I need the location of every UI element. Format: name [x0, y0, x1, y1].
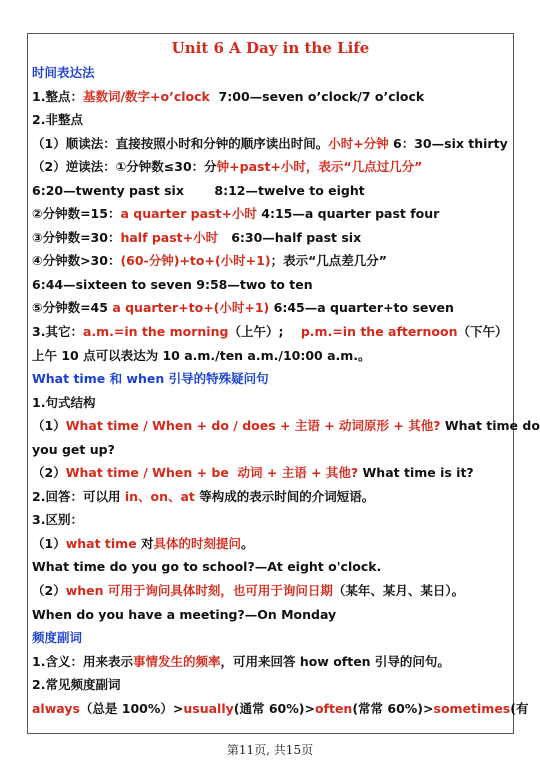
text-segment: What time is it?	[358, 465, 474, 481]
text-segment: 2.常见频度副词	[32, 677, 121, 693]
document-body	[28, 61, 540, 720]
text-segment: ③分钟数=30：	[32, 229, 121, 245]
text-segment: 2.非整点	[32, 112, 83, 128]
highlight-text: in、on、at	[124, 488, 195, 504]
text-segment: （下午）	[457, 324, 508, 340]
text-segment: （某年、某月、某日）。	[332, 583, 465, 599]
text-line	[28, 61, 513, 85]
text-line	[28, 249, 513, 273]
text-segment: (通常 60%)>	[233, 700, 315, 716]
text-line	[28, 697, 529, 721]
highlight-text: always	[32, 700, 80, 716]
text-line	[28, 273, 513, 297]
text-line	[28, 179, 513, 203]
text-line	[28, 391, 513, 415]
text-segment: 1.句式结构	[32, 394, 96, 410]
text-segment: 3.其它：	[32, 324, 83, 340]
text-segment: （1）	[32, 535, 66, 551]
text-line	[28, 414, 540, 438]
text-segment: 6:30—half past six	[218, 229, 362, 245]
text-segment: 1.整点：	[32, 88, 83, 104]
text-segment: （上午）;	[228, 324, 301, 340]
text-segment: 3.区别：	[32, 512, 83, 528]
text-line	[28, 226, 513, 250]
text-segment: ，可用来回答 how often 引导的问句。	[220, 653, 450, 669]
text-line	[28, 438, 513, 462]
text-segment: 2.回答：可以用	[32, 488, 125, 504]
text-segment: 1.含义：用来表示	[32, 653, 133, 669]
text-segment: 6：30—six thirty	[388, 135, 508, 151]
highlight-text: 基数词/数字+o’clock	[82, 88, 210, 104]
highlight-text: 小时+分钟	[328, 135, 389, 151]
text-segment: (有	[510, 700, 529, 716]
highlight-text: What time / When + be 动词 + 主语 + 其他?	[65, 465, 359, 481]
text-line	[28, 579, 513, 603]
highlight-text: half past+小时	[120, 229, 219, 245]
section-heading: What time 和 when 引导的特殊疑问句	[32, 371, 269, 387]
highlight-text: p.m.=in the afternoon	[300, 324, 458, 340]
text-segment: 上午 10 点可以表达为 10 a.m./ten a.m./10:00 a.m.。	[32, 347, 371, 363]
text-line	[28, 108, 513, 132]
highlight-text: What time / When + do / does + 主语 + 动词原形 + 其他?	[65, 418, 441, 434]
highlight-text: a quarter past+小时	[120, 206, 257, 222]
text-line	[28, 132, 513, 156]
text-segment: (常常 60%)>	[352, 700, 434, 716]
text-line	[28, 485, 513, 509]
text-segment: ④分钟数>30：	[32, 253, 121, 269]
text-line	[28, 650, 513, 674]
text-line	[28, 603, 513, 627]
text-segment: 4:15—a quarter past four	[256, 206, 440, 222]
section-heading: 频度副词	[32, 630, 83, 646]
text-segment: What time do	[440, 418, 540, 434]
highlight-text: sometimes	[433, 700, 511, 716]
text-line	[28, 320, 513, 344]
text-segment: 6:20—twenty past six 8:12—twelve to eight	[32, 182, 365, 198]
text-line	[28, 367, 513, 391]
highlight-text: 钟+past+小时，表示“几点过几分”	[216, 159, 423, 175]
highlight-text: usually	[183, 700, 234, 716]
text-segment: When do you have a meeting?—On Monday	[32, 606, 337, 622]
text-segment: ⑤分钟数=45	[32, 300, 113, 316]
highlight-text: often	[314, 700, 353, 716]
text-segment: （2）	[32, 465, 66, 481]
text-segment: （2）	[32, 583, 66, 599]
text-segment: 6:45—a quarter+to seven	[269, 300, 454, 316]
text-line	[28, 344, 513, 368]
highlight-text: 具体的时刻提问	[153, 535, 242, 551]
highlight-text: when 可用于询问具体时刻，也可用于询问日期	[65, 583, 333, 599]
text-line	[28, 296, 513, 320]
text-line	[28, 202, 513, 226]
text-segment: 6:44—sixteen to seven 9:58—two to ten	[32, 276, 313, 292]
text-segment: 对	[136, 535, 154, 551]
text-line	[28, 673, 513, 697]
highlight-text: what time	[65, 535, 137, 551]
text-line	[28, 626, 513, 650]
section-heading: 时间表达法	[32, 65, 95, 80]
text-line	[28, 461, 513, 485]
text-line	[28, 85, 513, 109]
text-segment: （1）	[32, 418, 66, 434]
page-footer: 第11页, 共15页	[226, 743, 314, 757]
text-segment: 7:00—seven o’clock/7 o’clock	[209, 88, 425, 104]
highlight-text: 事情发生的频率	[132, 653, 221, 669]
text-segment: ②分钟数=15：	[32, 206, 121, 222]
highlight-text: a.m.=in the morning	[82, 324, 229, 340]
text-segment: （1）顺读法：直接按照小时和分钟的顺序读出时间。	[32, 135, 329, 151]
text-line	[28, 555, 513, 579]
highlight-text: (60-分钟)+to+(小时+1)	[120, 253, 271, 269]
text-segment: you get up?	[32, 441, 115, 457]
text-segment: （总是 100%）>	[79, 700, 184, 716]
document-frame	[27, 33, 540, 734]
highlight-text: a quarter+to+(小时+1)	[112, 300, 270, 316]
text-segment: ；表示“几点差几分”	[270, 253, 388, 269]
text-line	[28, 155, 513, 179]
text-segment: What time do you go to school?—At eight o'clock.	[32, 559, 382, 575]
text-segment: 。	[241, 535, 254, 551]
page-title: Unit 6 A Day in the Life	[171, 39, 370, 57]
text-line	[28, 508, 513, 532]
text-segment: 等构成的表示时间的介词短语。	[194, 488, 375, 504]
text-line	[28, 532, 513, 556]
text-segment: （2）逆读法：①分钟数≤30：分	[32, 159, 217, 175]
